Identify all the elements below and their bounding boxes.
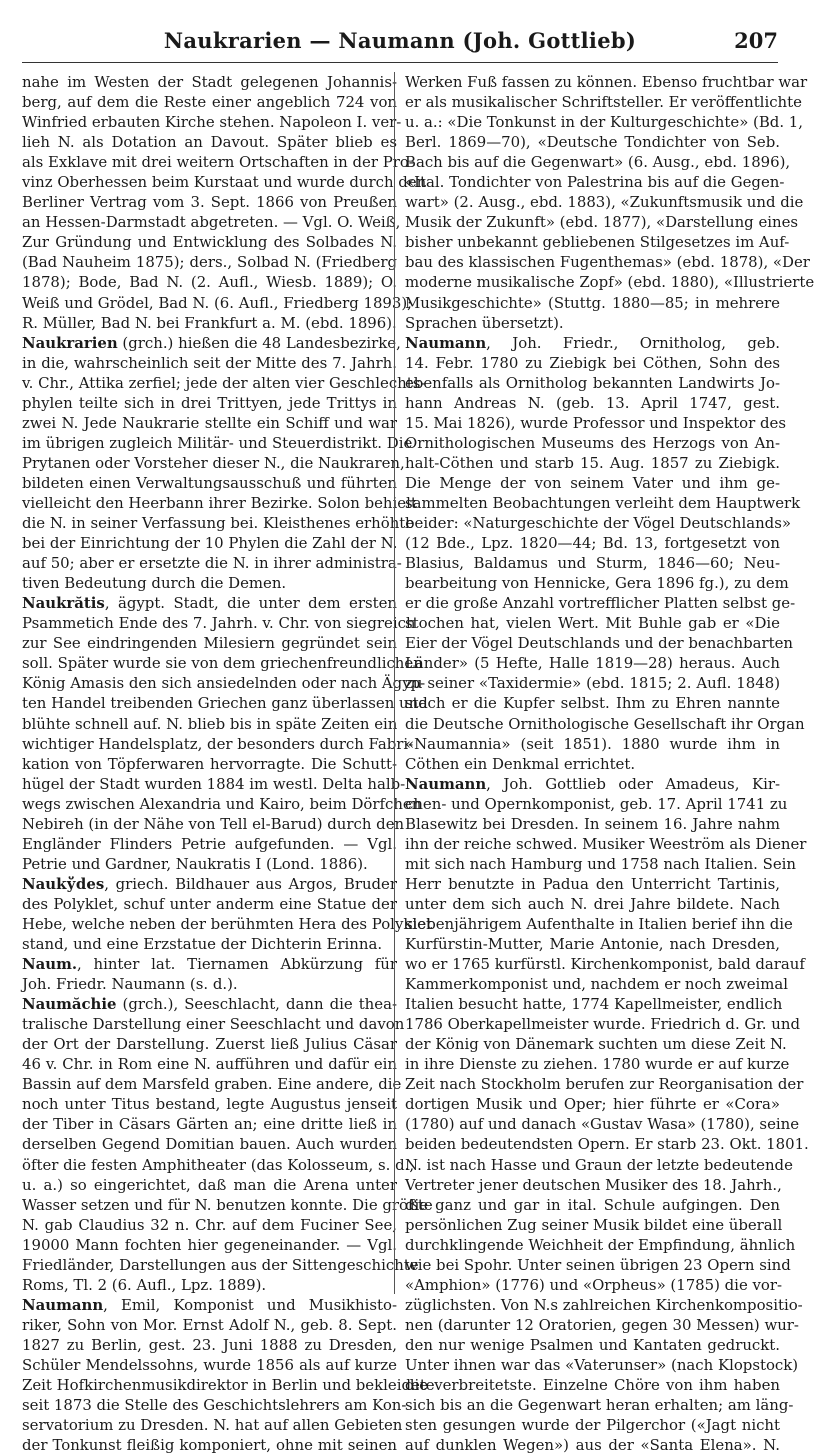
text-line: in ihre Dienste zu ziehen. 1780 wurde er auf kurze [405,1055,790,1074]
text-line: zwei N. Jede Naukrarie stellte ein Schiff und war [22,413,397,432]
text-line: Blasewitz bei Dresden. In seinem 16. Jahre nahm [405,814,780,833]
text-line: mit sich nach Hamburg und 1758 nach Italien. Sein [405,854,796,873]
text-line: v. Chr., Attika zerfiel; jede der alten vier Geschlechts- [22,373,426,392]
text-line: «Amphion» (1776) und «Orpheus» (1785) die vor- [405,1275,783,1294]
text-line: der Tonkunst fleißig komponiert, ohne mit seinen [22,1436,397,1455]
text-line: stochen hat, vielen Wert. Mit Buhle gab er «Die [405,614,780,633]
text-line: 1827 zu Berlin, gest. 23. Juni 1888 zu Dresden, [22,1335,397,1354]
text-line: an Hessen-Darmstadt abgetreten. — Vgl. O. Weiß, [22,213,401,232]
text-line: persönlichen Zug seiner Musik bildet eine überall [405,1215,783,1234]
text-line: N. gab Claudius 32 n. Chr. auf dem Fuciner See, [22,1215,397,1234]
lemma: Naukrătis [22,594,105,613]
text-line: auf 50; aber er ersetzte die N. in ihrer administra- [22,554,402,573]
text-line: R. Müller, Bad N. bei Frankfurt a. M. (ebd. 1896). [22,313,397,332]
lemma-line: Naukўdes, griech. Bildhauer aus Argos, Bruder [22,874,397,893]
text-line: Friedländer, Darstellungen aus der Sittengeschichte [22,1255,419,1274]
text-line: Blasius, Baldamus und Sturm, 1846—60; Neu- [405,554,780,573]
text-line: nen (darunter 12 Oratorien, gegen 30 Messen) wur- [405,1315,799,1334]
text-line: stach er die Kupfer selbst. Ihm zu Ehren nannte [405,694,780,713]
text-line: öfter die festen Amphitheater (das Kolosseum, s. d., [22,1155,415,1174]
text-line: Schüler Mendelssohns, wurde 1856 als auf kurze [22,1356,397,1374]
text-line: vielleicht den Heerbann ihrer Bezirke. Solon behielt [22,493,417,512]
text-line: in die, wahrscheinlich seit der Mitte des 7. Jahrh. [22,353,397,372]
right-column [405,72,814,1455]
text-line: servatorium zu Dresden. N. hat auf allen Gebieten [22,1416,403,1435]
text-line: der König von Dänemark suchten um diese Zeit N. [405,1035,787,1054]
text-line: Italien besucht hatte, 1774 Kapellmeister, endlich [405,995,783,1014]
text-line: noch unter Titus bestand, legte Augustus jenseit [22,1095,397,1114]
text-line: blühte schnell auf. N. blieb bis in späte Zeiten ein [22,714,398,733]
lemma-line: Naum., hinter lat. Tiernamen Abkürzung für [22,955,397,974]
text-line: auf dunklen Wegen») aus der «Santa Elena». N. [405,1436,780,1455]
text-line: die Deutsche Ornithologische Gesellschaft ihr Organ [405,714,805,733]
text-line: bisher unbekannt gebliebenen Stilgesetzes im Auf- [405,233,790,252]
text-line: ten Handel treibenden Griechen ganz überlassen und [22,694,428,713]
text-line: durchklingende Weichheit der Empfindung, ähnlich [405,1235,796,1254]
text-line: beider: «Naturgeschichte der Vögel Deutschlands» [405,514,791,533]
lemma-line: Naumann, Joh. Gottlieb oder Amadeus, Kir- [405,774,780,793]
header-rule [22,62,778,63]
text-line: (Bad Nauheim 1875); ders., Solbad N. (Friedberg [22,253,397,272]
text-line: bau des klassischen Fugenthemas» (ebd. 1878), «Der [405,253,810,272]
text-line: Roms, Tl. 2 (6. Aufl., Lpz. 1889). [22,1275,267,1294]
lemma-line: Naukrarien (grch.) hießen die 48 Landesbezirke, [22,333,401,352]
text-line: 1878); Bode, Bad N. (2. Aufl., Wiesb. 1889); O. [22,273,397,292]
text-line: des Polyklet, schuf unter anderm eine Statue der [22,894,397,913]
text-line: Berliner Vertrag vom 3. Sept. 1866 von Preußen [22,193,397,212]
text-line: riker, Sohn von Mor. Ernst Adolf N., geb. 8. Sept. [22,1315,397,1334]
text-line: tralische Darstellung einer Seeschlacht und davon [22,1015,405,1034]
column-divider [394,72,395,1294]
text-line: er als musikalischer Schriftsteller. Er veröffentlichte [405,93,802,112]
text-line: wie bei Spohr. Unter seinen übrigen 23 Opern sind [405,1255,791,1274]
text-line: wichtiger Handelsplatz, der besonders durch Fabri- [22,734,414,753]
text-line: als Exklave mit drei weitern Ortschaften in der Pro- [22,153,414,172]
text-line: 46 v. Chr. in Rom eine N. aufführen und dafür ein [22,1055,397,1074]
text-line: sten gesungen wurde der Pilgerchor («Jagt nicht [405,1416,780,1435]
text-line: Unter ihnen war das «Vaterunser» (nach Klopstock) [405,1356,799,1374]
text-line: wart» (2. Ausg., ebd. 1883), «Zukunftsmusik und die [405,193,804,212]
text-line: stand, und eine Erzstatue der Dichterin Erinna. [22,935,383,954]
text-line: nahe im Westen der Stadt gelegenen Johannis- [22,73,397,91]
lemma: Naum. [22,955,78,974]
text-line: Kammerkomponist und, nachdem er noch zweimal [405,975,789,994]
text-line: (12 Bde., Lpz. 1820—44; Bd. 13, fortgesetzt von [405,534,780,553]
text-line: im übrigen zugleich Militär- und Steuerdistrikt. Die [22,433,413,452]
text-line: Cöthen ein Denkmal errichtet. [405,754,636,773]
text-line: die verbreitetste. Einzelne Chöre von ihm haben [405,1376,780,1395]
text-line: sich bis an die Gegenwart heran erhalten; am läng- [405,1396,794,1415]
page-header [22,28,778,62]
text-line: u. a.: «Die Tonkunst in der Kulturgeschichte» (Bd. 1, [405,113,803,132]
running-head: Naukrarien — Naumann (Joh. Gottlieb) [163,28,637,53]
text-line: hann Andreas N. (geb. 13. April 1747, gest. [405,393,780,412]
text-line: phylen teilte sich in drei Trittyen, jede Trittys in [22,393,397,412]
text-line: hügel der Stadt wurden 1884 im westl. Delta halb- [22,774,406,793]
text-line: Engländer Flinders Petrie aufgefunden. — Vgl. [22,834,397,853]
lemma: Naukrarien [22,333,118,352]
text-line: beiden bedeutendsten Opern. Er starb 23. Okt. 1801. [405,1135,809,1154]
text-line: unter dem sich auch N. drei Jahre bildete. Nach [405,894,780,913]
text-line: der Tiber in Cäsars Gärten an; eine dritte ließ in [22,1115,397,1134]
text-line: wegs zwischen Alexandria und Kairo, beim Dörfchen [22,794,422,813]
text-line: lieh N. als Dotation an Davout. Später blieb es [22,133,397,152]
text-line: Petrie und Gardner, Naukratis I (Lond. 1886). [22,854,368,873]
text-line: er die große Anzahl vortrefflicher Platten selbst ge- [405,594,796,613]
text-line: Länder» (5 Hefte, Halle 1819—28) heraus. Auch [405,654,780,673]
text-line: König Amasis den sich ansiedelnden oder nach Ägyp- [22,674,426,693]
lemma: Naukўdes [22,874,105,893]
lemma-line: Naumann, Joh. Friedr., Ornitholog, geb. [405,333,780,352]
lemma-line: Naukrătis, ägypt. Stadt, die unter dem ersten [22,594,397,613]
text-line: Zeit Hofkirchenmusikdirektor in Berlin und bekleidete [22,1376,435,1395]
text-line: Werken Fuß fassen zu können. Ebenso fruchtbar war [405,73,808,91]
text-line: bearbeitung von Hennicke, Gera 1896 fg.), zu dem [405,574,789,593]
text-line: ebenfalls als Ornitholog bekannten Landwirts Jo- [405,373,780,392]
text-line: berg, auf dem die Reste einer angeblich 724 von [22,93,397,112]
lemma-line: Naumann, Emil, Komponist und Musikhisto- [22,1295,397,1314]
text-line: Nebireh (in der Nähe von Tell el-Barud) durch den [22,814,405,833]
text-line: halt-Cöthen und starb 15. Aug. 1857 zu Ziebigk. [405,453,780,472]
text-line: Wasser setzen und für N. benutzen konnte. Die größte [22,1195,433,1214]
text-line: Hebe, welche neben der berühmten Hera des Polyklet [22,914,432,933]
text-line: Zur Gründung und Entwicklung des Solbades N. [22,233,397,252]
text-line: 19000 Mann fochten hier gegeneinander. — Vgl. [22,1235,397,1254]
text-line: kation von Töpferwaren hervorragte. Die Schutt- [22,754,397,773]
text-line: Vertreter jener deutschen Musiker des 18. Jahrh., [405,1175,782,1194]
lemma: Naumăchie [22,995,117,1014]
text-line: Zeit nach Stockholm berufen zur Reorganisation der [405,1075,804,1094]
text-line: Sprachen übersetzt). [405,313,564,332]
text-line: N. ist nach Hasse und Graun der letzte bedeutende [405,1155,793,1174]
lemma: Naumann [22,1295,104,1314]
text-line: «Naumannia» (seit 1851). 1880 wurde ihm in [405,734,780,753]
lemma: Naumann [405,774,487,793]
text-line: ihn der reiche schwed. Musiker Weeström als Diener [405,834,807,853]
text-line: der Ort der Darstellung. Zuerst ließ Julius Cäsar [22,1035,397,1054]
text-line: Psammetich Ende des 7. Jahrh. v. Chr. von siegreich [22,614,416,633]
text-line: vinz Oberhessen beim Kurstaat und wurde durch den [22,173,427,192]
text-line: derselben Gegend Domitian bauen. Auch wurden [22,1135,397,1154]
text-line: Berl. 1869—70), «Deutsche Tondichter von Seb. [405,133,780,152]
text-line: dortigen Musik und Oper; hier führte er «Cora» [405,1095,780,1114]
text-line: sammelten Beobachtungen verleiht dem Hauptwerk [405,493,801,512]
text-line: Kurfürstin-Mutter, Marie Antonie, nach Dresden, [405,935,780,954]
text-line: 1786 Oberkapellmeister wurde. Friedrich d. Gr. und [405,1015,800,1034]
text-line: zu seiner «Taxidermie» (ebd. 1815; 2. Aufl. 1848) [405,674,780,693]
text-line: (1780) auf und danach «Gustav Wasa» (1780), seine [405,1115,800,1134]
text-line: soll. Später wurde sie von dem griechenfreundlichen [22,654,423,673]
text-line: Musikgeschichte» (Stuttg. 1880—85; in mehrere [405,293,780,312]
text-line: zur See eindringenden Milesiern gegründet sein [22,634,397,653]
text-line: Ornithologischen Museums des Herzogs von An- [405,433,780,452]
text-line: Die Menge der von seinem Vater und ihm ge- [405,473,780,492]
text-line: Bach bis auf die Gegenwart» (6. Ausg., ebd. 1896), [405,153,791,172]
text-line: u. a.) so eingerichtet, daß man die Arena unter [22,1175,397,1194]
text-line: Musik der Zukunft» (ebd. 1877), «Darstellung eines [405,213,799,232]
text-line: Winfried erbauten Kirche stehen. Napoleon I. ver- [22,113,402,132]
text-line: chen- und Opernkomponist, geb. 17. April 1741 zu [405,794,788,813]
text-line: Joh. Friedr. Naumann (s. d.). [22,975,238,994]
text-line: moderne musikalische Zopf» (ebd. 1880), «Illustrierte [405,273,814,292]
text-line: siebenjährigem Aufenthalte in Italien berief ihn die [405,914,793,933]
text-line: Weiß und Grödel, Bad N. (6. Aufl., Friedberg 1893); [22,293,413,312]
text-line: die N. in seiner Verfassung bei. Kleisthenes erhöhte [22,514,415,533]
text-line: 14. Febr. 1780 zu Ziebigk bei Cöthen, Sohn des [405,353,780,372]
text-line: Bassin auf dem Marsfeld graben. Eine andere, die [22,1075,402,1094]
lemma-line: Naumăchie (grch.), Seeschlacht, dann die thea- [22,995,397,1014]
text-line: Herr benutzte in Padua den Unterricht Tartinis, [405,874,780,893]
text-line: den nur wenige Psalmen und Kantaten gedruckt. [405,1335,780,1354]
text-line: «Ital. Tondichter von Palestrina bis auf die Gegen- [405,173,785,192]
text-line: tiven Bedeutung durch die Demen. [22,574,287,593]
text-line: wo er 1765 kurfürstl. Kirchenkomponist, bald darauf [405,955,805,974]
text-line: die ganz und gar in ital. Schule aufgingen. Den [405,1195,780,1214]
text-line: Prytanen oder Vorsteher dieser N., die Naukraren, [22,453,405,472]
lemma: Naumann [405,333,487,352]
text-line: züglichsten. Von N.s zahlreichen Kirchenkompositio- [405,1295,803,1314]
page-number: 207 [734,28,778,53]
text-line: bildeten einen Verwaltungsausschuß und führten [22,473,397,492]
text-line: bei der Einrichtung der 10 Phylen die Zahl der N. [22,534,398,553]
text-line: seit 1873 die Stelle des Geschichtslehrers am Kon- [22,1396,407,1415]
left-column [22,72,435,1455]
text-line: Eier der Vögel Deutschlands und der benachbarten [405,634,794,653]
text-line: 15. Mai 1826), wurde Professor und Inspektor des [405,413,786,432]
